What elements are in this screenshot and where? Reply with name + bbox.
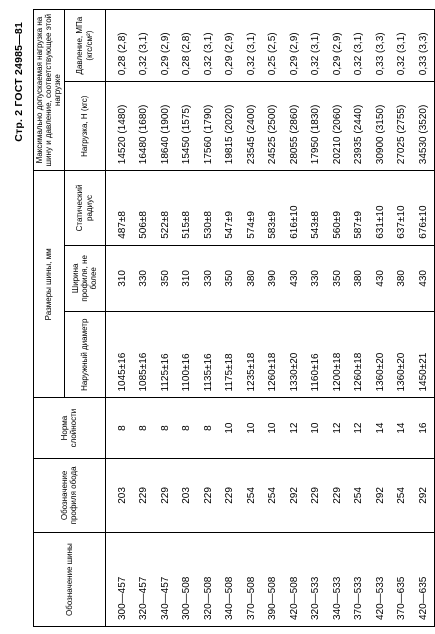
cell-rim-profile: 229 bbox=[198, 458, 220, 533]
cell-static-radius: 506±8 bbox=[133, 171, 155, 246]
cell-width: 330 bbox=[305, 245, 327, 311]
cell-rim-profile: 254 bbox=[241, 458, 263, 533]
page-header bbox=[6, 0, 32, 634]
cell-designation: 320—533 bbox=[305, 533, 327, 627]
cell-load: 34530 (3520) bbox=[413, 82, 435, 171]
cell-pressure: 0,28 (2,8) bbox=[112, 10, 134, 82]
page-label: Стр. 2 ГОСТ 24985—81 bbox=[13, 22, 25, 142]
cell-outer-diameter: 1260±18 bbox=[262, 311, 284, 398]
cell-load: 27025 (2755) bbox=[391, 82, 413, 171]
cell-load: 20210 (2060) bbox=[327, 82, 349, 171]
cell-outer-diameter: 1260±18 bbox=[348, 311, 370, 398]
cell-designation: 340—508 bbox=[219, 533, 241, 627]
cell-static-radius: 583±9 bbox=[262, 171, 284, 246]
col-header-load: Нагрузка, Н (кгс) bbox=[64, 82, 105, 171]
table-row bbox=[112, 10, 134, 627]
table-row bbox=[413, 10, 435, 627]
cell-load: 17950 (1830) bbox=[305, 82, 327, 171]
cell-outer-diameter: 1085±16 bbox=[133, 311, 155, 398]
cell-rim-profile: 229 bbox=[219, 458, 241, 533]
cell-ply-rating: 8 bbox=[176, 398, 198, 458]
cell-outer-diameter: 1100±16 bbox=[176, 311, 198, 398]
cell-width: 430 bbox=[284, 245, 306, 311]
header-row-top bbox=[34, 10, 65, 627]
cell-rim-profile: 292 bbox=[413, 458, 435, 533]
cell-load: 23935 (2440) bbox=[348, 82, 370, 171]
cell-designation: 370—533 bbox=[348, 533, 370, 627]
cell-pressure: 0,29 (2,9) bbox=[219, 10, 241, 82]
cell-load: 19815 (2020) bbox=[219, 82, 241, 171]
cell-ply-rating: 8 bbox=[133, 398, 155, 458]
col-header-outer-diameter: Наружный диаметр bbox=[64, 311, 105, 398]
cell-static-radius: 543±8 bbox=[305, 171, 327, 246]
cell-designation: 320—508 bbox=[198, 533, 220, 627]
cell-ply-rating: 8 bbox=[112, 398, 134, 458]
col-header-sizes-group: Размеры шины, мм bbox=[34, 171, 65, 398]
cell-rim-profile: 292 bbox=[370, 458, 392, 533]
cell-rim-profile: 254 bbox=[348, 458, 370, 533]
cell-pressure: 0,32 (3,1) bbox=[198, 10, 220, 82]
cell-pressure: 0,32 (3,1) bbox=[241, 10, 263, 82]
table-row bbox=[305, 10, 327, 627]
cell-static-radius: 515±8 bbox=[176, 171, 198, 246]
cell-width: 350 bbox=[327, 245, 349, 311]
cell-pressure: 0,33 (3,3) bbox=[413, 10, 435, 82]
cell-designation: 320—457 bbox=[133, 533, 155, 627]
table-row bbox=[370, 10, 392, 627]
cell-outer-diameter: 1235±18 bbox=[241, 311, 263, 398]
table-row bbox=[155, 10, 177, 627]
col-header-rim-profile: Обозначение профиля обода bbox=[34, 458, 106, 533]
cell-pressure: 0,29 (2,9) bbox=[327, 10, 349, 82]
col-header-pressure: Давление, МПа (кгс/см²) bbox=[64, 10, 105, 82]
cell-rim-profile: 203 bbox=[112, 458, 134, 533]
cell-designation: 420—533 bbox=[370, 533, 392, 627]
table-row bbox=[391, 10, 413, 627]
cell-width: 330 bbox=[133, 245, 155, 311]
tire-specifications-table bbox=[33, 9, 435, 627]
cell-width: 430 bbox=[413, 245, 435, 311]
cell-static-radius: 574±9 bbox=[241, 171, 263, 246]
cell-outer-diameter: 1045±16 bbox=[112, 311, 134, 398]
cell-ply-rating: 8 bbox=[198, 398, 220, 458]
cell-outer-diameter: 1125±16 bbox=[155, 311, 177, 398]
cell-width: 310 bbox=[112, 245, 134, 311]
table-row bbox=[284, 10, 306, 627]
cell-designation: 390—508 bbox=[262, 533, 284, 627]
cell-pressure: 0,32 (3,1) bbox=[348, 10, 370, 82]
col-header-static-radius: Статический радиус bbox=[64, 171, 105, 246]
cell-outer-diameter: 1135±16 bbox=[198, 311, 220, 398]
cell-ply-rating: 10 bbox=[262, 398, 284, 458]
cell-static-radius: 560±9 bbox=[327, 171, 349, 246]
cell-rim-profile: 254 bbox=[391, 458, 413, 533]
cell-ply-rating: 16 bbox=[413, 398, 435, 458]
cell-load: 30900 (3150) bbox=[370, 82, 392, 171]
cell-width: 350 bbox=[219, 245, 241, 311]
tire-table-container bbox=[33, 9, 429, 627]
cell-pressure: 0,29 (2,9) bbox=[284, 10, 306, 82]
cell-load: 28055 (2860) bbox=[284, 82, 306, 171]
cell-designation: 340—457 bbox=[155, 533, 177, 627]
cell-ply-rating: 12 bbox=[327, 398, 349, 458]
cell-width: 380 bbox=[241, 245, 263, 311]
cell-designation: 420—635 bbox=[413, 533, 435, 627]
cell-load: 24525 (2500) bbox=[262, 82, 284, 171]
table-body bbox=[105, 10, 435, 627]
cell-designation: 340—533 bbox=[327, 533, 349, 627]
cell-designation: 300—508 bbox=[176, 533, 198, 627]
cell-static-radius: 637±10 bbox=[391, 171, 413, 246]
cell-rim-profile: 229 bbox=[133, 458, 155, 533]
cell-ply-rating: 14 bbox=[391, 398, 413, 458]
table-row bbox=[133, 10, 155, 627]
table-row bbox=[198, 10, 220, 627]
cell-outer-diameter: 1330±20 bbox=[284, 311, 306, 398]
cell-ply-rating: 10 bbox=[305, 398, 327, 458]
cell-ply-rating: 10 bbox=[219, 398, 241, 458]
cell-rim-profile: 254 bbox=[262, 458, 284, 533]
cell-pressure: 0,28 (2,8) bbox=[176, 10, 198, 82]
cell-rim-profile: 203 bbox=[176, 458, 198, 533]
cell-designation: 370—635 bbox=[391, 533, 413, 627]
cell-static-radius: 587±9 bbox=[348, 171, 370, 246]
table-row bbox=[327, 10, 349, 627]
cell-width: 390 bbox=[262, 245, 284, 311]
cell-width: 330 bbox=[198, 245, 220, 311]
table-row bbox=[219, 10, 241, 627]
table-row bbox=[176, 10, 198, 627]
cell-outer-diameter: 1360±20 bbox=[370, 311, 392, 398]
cell-ply-rating: 12 bbox=[348, 398, 370, 458]
cell-rim-profile: 229 bbox=[155, 458, 177, 533]
cell-pressure: 0,29 (2,9) bbox=[155, 10, 177, 82]
cell-width: 380 bbox=[391, 245, 413, 311]
cell-outer-diameter: 1175±18 bbox=[219, 311, 241, 398]
cell-load: 17560 (1790) bbox=[198, 82, 220, 171]
col-header-load-group: Максимально допускаемая нагрузка на шину и давление, соответствующее этой нагрузке bbox=[34, 10, 65, 171]
cell-static-radius: 530±8 bbox=[198, 171, 220, 246]
cell-rim-profile: 229 bbox=[327, 458, 349, 533]
cell-pressure: 0,32 (3,1) bbox=[391, 10, 413, 82]
cell-designation: 300—457 bbox=[112, 533, 134, 627]
cell-load: 16480 (1680) bbox=[133, 82, 155, 171]
cell-width: 380 bbox=[348, 245, 370, 311]
cell-static-radius: 487±8 bbox=[112, 171, 134, 246]
col-header-designation: Обозначение шины bbox=[34, 533, 106, 627]
cell-outer-diameter: 1450±21 bbox=[413, 311, 435, 398]
cell-pressure: 0,25 (2,5) bbox=[262, 10, 284, 82]
cell-designation: 370—508 bbox=[241, 533, 263, 627]
cell-load: 18640 (1900) bbox=[155, 82, 177, 171]
cell-static-radius: 522±8 bbox=[155, 171, 177, 246]
cell-pressure: 0,33 (3,3) bbox=[370, 10, 392, 82]
col-header-width: Ширина профиля, не более bbox=[64, 245, 105, 311]
cell-ply-rating: 8 bbox=[155, 398, 177, 458]
table-row bbox=[348, 10, 370, 627]
col-header-ply-rating: Норма слойности bbox=[34, 398, 106, 458]
cell-outer-diameter: 1200±18 bbox=[327, 311, 349, 398]
cell-static-radius: 676±10 bbox=[413, 171, 435, 246]
cell-pressure: 0,32 (3,1) bbox=[133, 10, 155, 82]
cell-outer-diameter: 1360±20 bbox=[391, 311, 413, 398]
cell-static-radius: 616±10 bbox=[284, 171, 306, 246]
table-row bbox=[262, 10, 284, 627]
cell-load: 15450 (1575) bbox=[176, 82, 198, 171]
cell-rim-profile: 292 bbox=[284, 458, 306, 533]
cell-load: 14520 (1480) bbox=[112, 82, 134, 171]
cell-width: 430 bbox=[370, 245, 392, 311]
cell-width: 310 bbox=[176, 245, 198, 311]
table-row bbox=[241, 10, 263, 627]
cell-width: 350 bbox=[155, 245, 177, 311]
cell-load: 23545 (2400) bbox=[241, 82, 263, 171]
cell-designation: 420—508 bbox=[284, 533, 306, 627]
cell-static-radius: 631±10 bbox=[370, 171, 392, 246]
cell-rim-profile: 229 bbox=[305, 458, 327, 533]
cell-ply-rating: 14 bbox=[370, 398, 392, 458]
cell-outer-diameter: 1160±16 bbox=[305, 311, 327, 398]
cell-static-radius: 547±9 bbox=[219, 171, 241, 246]
cell-ply-rating: 10 bbox=[241, 398, 263, 458]
cell-pressure: 0,32 (3,1) bbox=[305, 10, 327, 82]
cell-ply-rating: 12 bbox=[284, 398, 306, 458]
